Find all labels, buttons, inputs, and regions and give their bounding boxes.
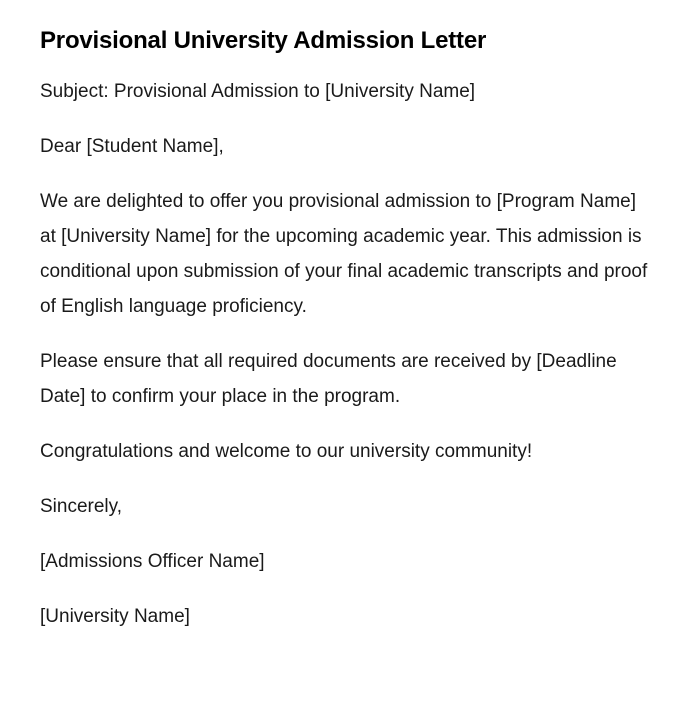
letter-paragraph-deadline: Please ensure that all required documents are received by [Deadline Date] to confirm your place in the program. — [40, 351, 617, 407]
letter-paragraph-welcome: Congratulations and welcome to our university community! — [40, 441, 533, 462]
letter-salutation: Dear [Student Name], — [40, 136, 224, 157]
letter-paragraph-offer: We are delighted to offer you provisional admission to [Program Name] at [University Name] for the upcoming academic year. This admission is conditional upon submission of your final academic transcripts and proof of English language proficiency. — [40, 191, 648, 317]
letter-signer-name: [Admissions Officer Name] — [40, 551, 265, 572]
letter-subject: Subject: Provisional Admission to [University Name] — [40, 81, 476, 102]
letter-closing: Sincerely, — [40, 496, 123, 517]
letter-signer-org: [University Name] — [40, 606, 190, 627]
letter-document — [40, 24, 650, 654]
letter-title: Provisional University Admission Letter — [40, 27, 487, 54]
